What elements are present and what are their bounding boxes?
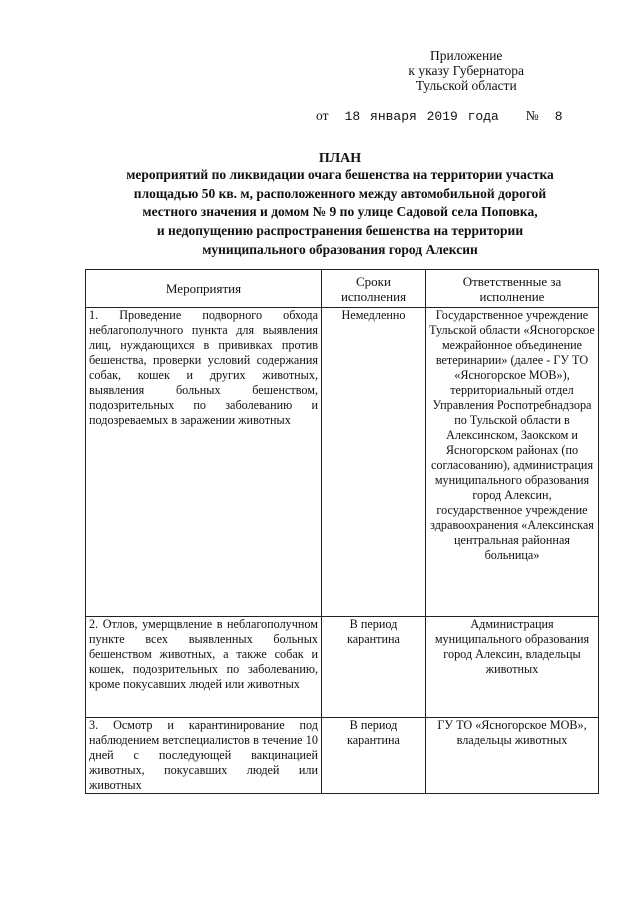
plan-subtitle xyxy=(0,166,640,260)
plan-subtitle-line: местного значения и домом № 9 по улице Садовой села Поповка, xyxy=(142,204,538,220)
order-number: 8 xyxy=(554,109,563,124)
plan-subtitle-line: мероприятий по ликвидации очага бешенства на территории участка xyxy=(126,167,554,182)
deadline-cell: Немедленно xyxy=(322,308,426,617)
plan-table xyxy=(85,269,599,794)
deadline-cell xyxy=(322,718,426,794)
appendix-line: Тульской области xyxy=(415,78,517,93)
deadline-text: В период карантина xyxy=(347,718,400,747)
table-row xyxy=(86,617,599,718)
plan-subtitle-line: и недопущению распространения бешенства на территории xyxy=(156,223,524,239)
table-header-row xyxy=(86,270,599,308)
header-responsible-text: Ответственные за исполнение xyxy=(462,273,562,304)
order-reference xyxy=(316,108,563,124)
table-row xyxy=(86,308,599,617)
header-responsible xyxy=(426,270,599,308)
responsible-cell: Администрация муниципального образования город Алексин, владельцы животных xyxy=(426,617,599,718)
table-row xyxy=(86,718,599,794)
header-deadline xyxy=(322,270,426,308)
appendix-block xyxy=(408,48,524,93)
header-deadline-text: Сроки исполнения xyxy=(340,273,407,304)
plan-title: ПЛАН xyxy=(318,151,362,166)
deadline-cell xyxy=(322,617,426,718)
deadline-text: В период карантина xyxy=(347,617,400,646)
appendix-line: к указу Губернатора xyxy=(408,63,524,78)
order-number-sign: № xyxy=(525,108,539,123)
measure-cell: 2. Отлов, умерщвление в неблагополучном пункте всех выявленных больных бешенством животных, а также собак и кошек, подозрительных по заболеванию, кроме покусавших людей или животных xyxy=(86,617,322,718)
plan-subtitle-line: муниципального образования город Алексин xyxy=(202,241,478,257)
order-date: 18 января 2019 года xyxy=(344,109,499,124)
responsible-cell: Государственное учреждение Тульской области «Ясногорское межрайонное объединение ветеринарии» (далее - ГУ ТО «Ясногорское МОВ»), территориальный отдел Управления Роспотребнадзора по Тульской области в Алексинском, Заокском и Ясногорском районах (по согласованию), администрация муниципального образования город Алексин, государственное учреждение здравоохранения «Алексинская центральная районная больница» xyxy=(426,308,599,617)
order-prefix: от xyxy=(316,108,329,123)
measure-cell: 3. Осмотр и карантинирование под наблюдением ветспециалистов в течение 10 дней с последующей вакцинацией животных, покусавших людей или животных xyxy=(86,718,322,794)
measure-cell: 1. Проведение подворного обхода неблагополучного пункта для выявления лиц, нуждающихся в прививках против бешенства, проверки условий содержания собак, кошек и других животных, выявления больных бешенством, подозрительных по заболеванию и подозреваемых в заражении животных xyxy=(86,308,322,617)
plan-subtitle-line: площадью 50 кв. м, расположенного между автомобильной дорогой xyxy=(133,185,547,201)
responsible-cell: ГУ ТО «Ясногорское МОВ», владельцы животных xyxy=(426,718,599,794)
header-measures: Мероприятия xyxy=(86,270,322,308)
appendix-line: Приложение xyxy=(429,48,503,63)
